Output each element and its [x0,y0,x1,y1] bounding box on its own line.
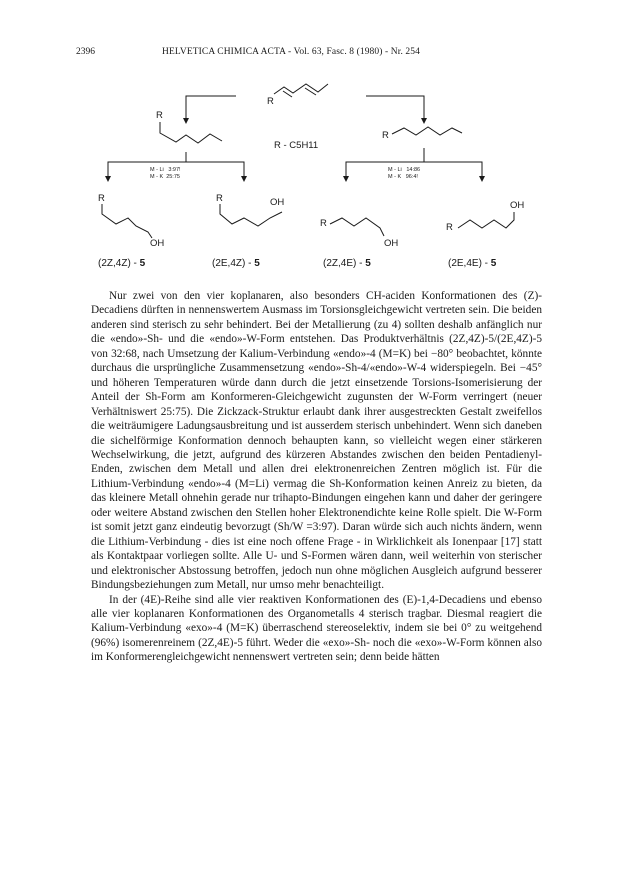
body-text [91,289,542,665]
journal-citation: HELVETICA CHIMICA ACTA - Vol. 63, Fasc. 8 (1980) - Nr. 254 [162,47,420,57]
product-2Z4Z-structure [102,204,152,238]
compound-label-2Z4E: (2Z,4E) - 5 [323,258,371,269]
product-2Z4E-r-label: R [320,218,327,229]
product-2E4E-oh-label: OH [510,200,525,211]
page-number: 2396 [76,47,95,57]
product-2Z4Z-oh-label: OH [150,238,165,249]
top-diene-structure [274,84,328,94]
top-r-label: R [267,96,274,107]
product-2E4Z-r-label: R [216,193,223,204]
product-2E4E-r-label: R [446,222,453,233]
right-bracket [366,96,424,118]
left-intermediate-structure [160,122,222,143]
compound-label-2E4Z: (2E,4Z) - 5 [212,258,260,269]
paragraph-2: In der (4E)-Reihe sind alle vier reaktiven Konformationen des (E)-1,4-Decadiens und ebenso alle vier koplanaren Konformationen des Organometalls 4 sterisch tragbar. Diesmal reagiert die Kalium-Verbindung «exo»-4 (M=K) überraschend stereoselektiv, indem sie bei 0° zu weitgehend (96%) isomerenreinem (2Z,4E)-5 führt. Weder die «exo»-Sh- noch die «exo»-W-Form können also im Konformerengleichgewicht nennenswert vertreten sein; denn beide hätten [91,593,542,664]
left-ratio-table: M - Li 3:97! M - K 25:75 [150,167,181,180]
left-bracket [186,96,236,118]
compound-label-2Z4Z: (2Z,4Z) - 5 [98,258,146,269]
right-intermediate-r-label: R [382,130,389,141]
product-2Z4Z-r-label: R [98,193,105,204]
right-intermediate-structure [392,127,462,135]
product-2E4Z-oh-label: OH [270,197,285,208]
product-2Z4E-structure [330,218,384,236]
paragraph-1: Nur zwei von den vier koplanaren, also besonders CH-aciden Konformationen des (Z)-Decadiens dürften in nennenswertem Ausmass im Torsionsgleichgewicht vertreten sein. Die beiden anderen sind sterisch zu sehr behindert. Bei der Metallierung (zu 4) sollten deshalb anfänglich nur die «endo»-Sh- und die «endo»-W-Form entstehen. Das Produktverhältnis (2Z,4Z)-5/(2E,4Z)-5 von 32:68, nach Umsetzung der Kalium-Verbindung «endo»-4 (M=K) bei −80° beobachtet, könnte durchaus die ursprüngliche Zusammensetzung «endo»-Sh-4/«endo»-W-4 widerspiegeln. Bei −45° und höheren Temperaturen würde dann durch die jetzt einsetzende Torsions-Isomerisierung der Anteil der Sh-Form am Konformeren-Gleichgewicht zugunsten der W-Form verringert (neuer Verhältniswert 25:75). Die Zickzack-Struktur erlaubt dank ihrer ausgestreckten Gestalt zweifellos die weiträumigere Ladungsausbreitung und ist ausserdem sterisch unbehindert. Wenn sich daneben die sichelförmige Konformation dennoch behaupten kann, so vielleicht wegen einer stärkeren Wechselwirkung, die jetzt, aufgrund des kürzeren Abstandes zwischen den beiden Pentadienyl-Enden, zwischen dem Metall und allen drei elektronenreichen Zentren möglich ist. Für die Lithium-Verbindung «endo»-4 (M=Li) vermag die Sh-Konformation keinen Anreiz zu bieten, da das kleinere Metall ohnehin gerade nur trihapto-Bindungen eingehen kann und daher der geringere oder weitere Abstand zwischen den Stellen hoher Elektronendichte keine Rolle spielt. Die W-Form ist somit jetzt ganz eindeutig bevorzugt (Sh/W =3:97). Daran würde sich auch nichts ändern, wenn die Lithium-Verbindung - dies ist eine noch offene Frage - in Wirklichkeit als Ionenpaar [17] statt als Kontaktpaar vorliegen sollte. Alle U- und S-Formen wären dann, weil weiterhin von sterischer und elektronischer Abstossung betroffen, jedoch nun ohne möglichen Ausgleich aufgrund besserer Bindungsbeziehungen zum Metall, nur umso mehr benachteiligt. [91,290,542,592]
compound-label-2E4E: (2E,4E) - 5 [448,258,497,269]
r-definition: R - C5H11 [274,140,319,151]
product-2Z4E-oh-label: OH [384,238,399,249]
right-ratio-table: M - Li 14:86 M - K 96:4! [388,167,421,180]
left-intermediate-r-label: R [156,110,163,121]
product-2E4E-structure [458,212,514,228]
